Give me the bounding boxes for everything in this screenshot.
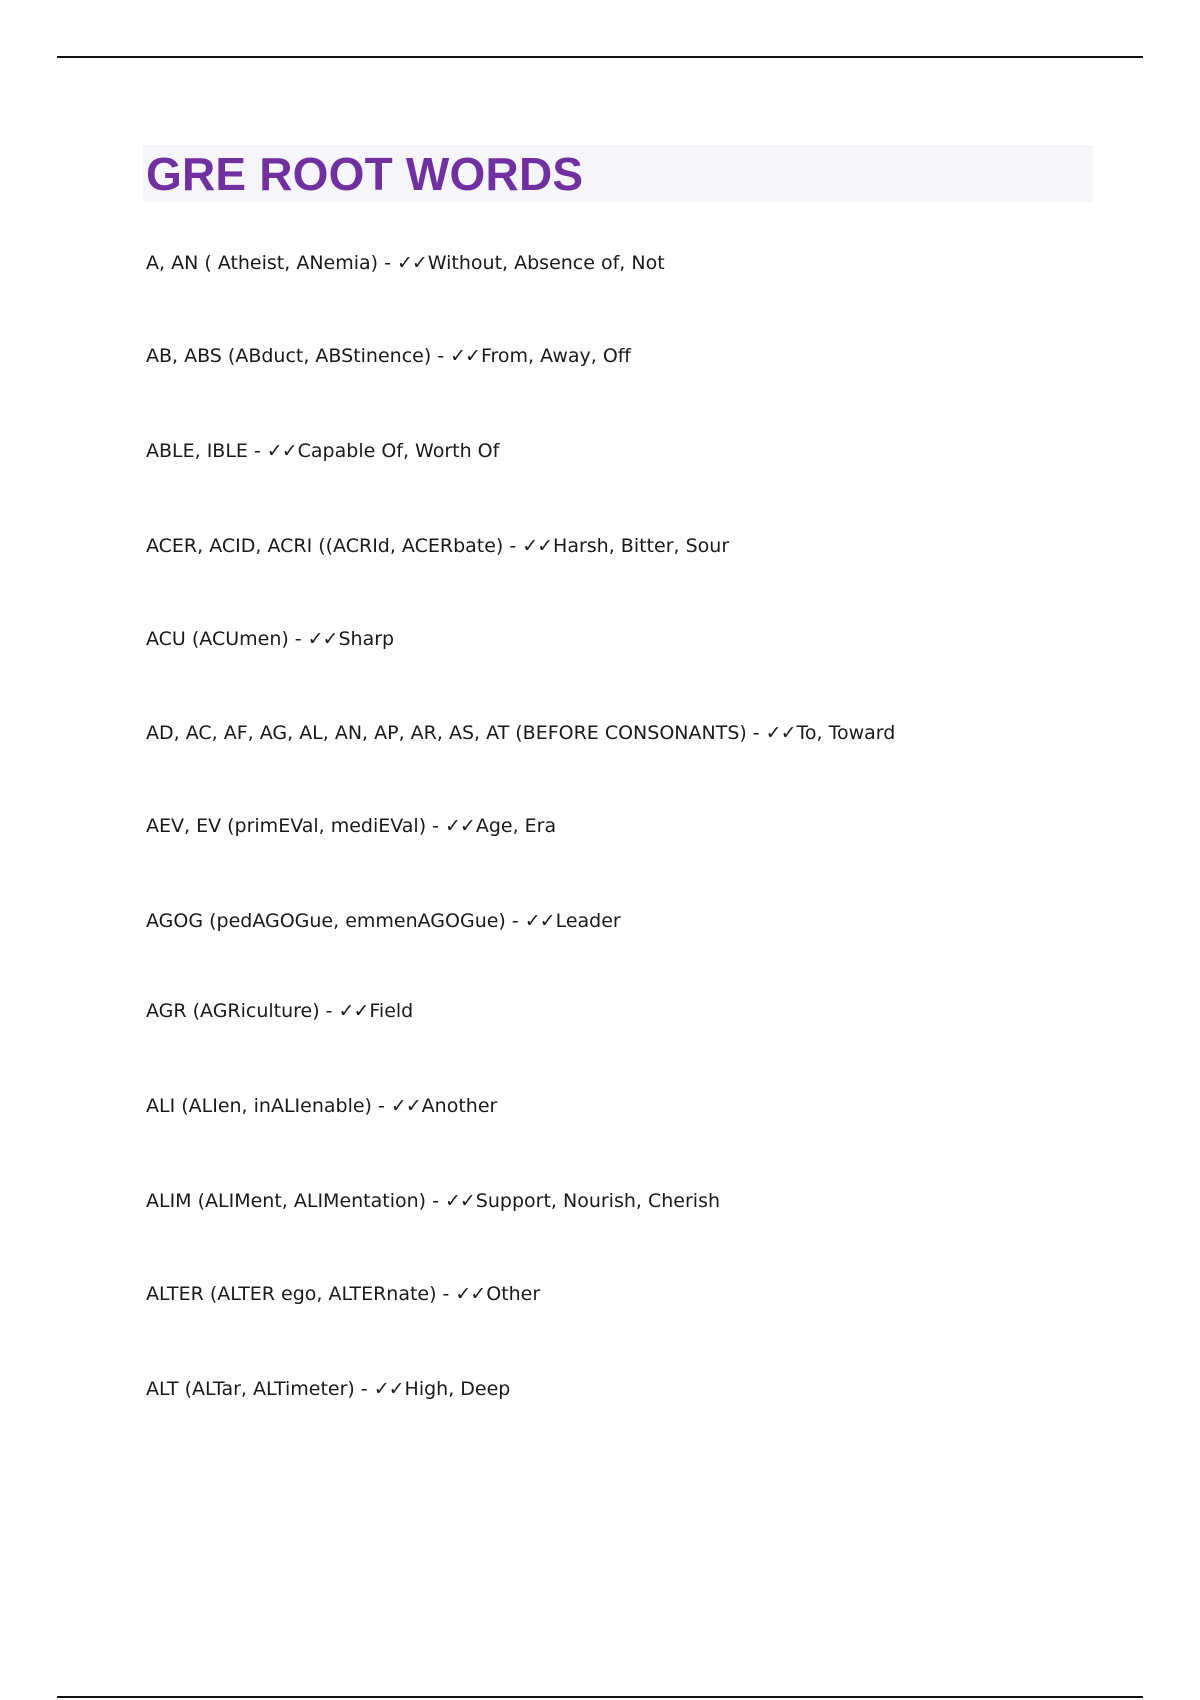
entry-term: ACU (ACUmen) (146, 628, 289, 650)
check-icon: ✓✓ (524, 910, 555, 932)
entry-10 (146, 1188, 720, 1214)
entry-term: AGOG (pedAGOGue, emmenAGOGue) (146, 910, 506, 932)
bottom-rule (57, 1696, 1143, 1698)
entry-definition: From, Away, Off (480, 345, 631, 367)
entry-definition: Without, Absence of, Not (427, 252, 665, 274)
entry-separator: - (294, 628, 302, 650)
entry-term: AB, ABS (ABduct, ABStinence) (146, 345, 432, 367)
check-icon: ✓✓ (455, 1283, 486, 1305)
entry-separator: - (437, 345, 445, 367)
entry-separator: - (377, 1095, 385, 1117)
entry-separator: - (752, 722, 760, 744)
check-icon: ✓✓ (307, 628, 338, 650)
entry-term: ACER, ACID, ACRI ((ACRId, ACERbate) (146, 535, 504, 557)
entry-term: ABLE, IBLE (146, 440, 248, 462)
check-icon: ✓✓ (765, 722, 796, 744)
entry-9 (146, 1093, 497, 1119)
check-icon: ✓✓ (522, 535, 553, 557)
check-icon: ✓✓ (373, 1378, 404, 1400)
entry-separator: - (432, 815, 439, 837)
entry-definition: Other (486, 1283, 541, 1305)
entry-separator: - (432, 1190, 439, 1212)
entry-term: ALIM (ALIMent, ALIMentation) (146, 1190, 427, 1212)
entry-definition: Harsh, Bitter, Sour (553, 535, 730, 557)
check-icon: ✓✓ (450, 345, 480, 367)
entry-definition: To, Toward (796, 722, 896, 744)
entry-definition: Leader (555, 910, 621, 932)
entry-separator: - (442, 1283, 450, 1305)
entry-definition: Field (369, 1000, 414, 1022)
check-icon: ✓✓ (266, 440, 297, 462)
entry-definition: High, Deep (404, 1378, 511, 1400)
check-icon: ✓✓ (444, 815, 475, 837)
entry-separator: - (253, 440, 261, 462)
top-rule (57, 56, 1143, 58)
entry-11 (146, 1281, 540, 1307)
entry-definition: Age, Era (475, 815, 557, 837)
entry-term: ALTER (ALTER ego, ALTERnate) (146, 1283, 437, 1305)
entry-2 (146, 438, 499, 464)
entry-8 (146, 998, 413, 1024)
entry-1 (146, 343, 631, 369)
document-title: GRE ROOT WORDS (146, 148, 584, 200)
entry-separator: - (360, 1378, 368, 1400)
entry-separator: - (511, 910, 519, 932)
entry-5 (146, 720, 895, 746)
check-icon: ✓✓ (338, 1000, 369, 1022)
check-icon: ✓✓ (444, 1190, 475, 1212)
entry-term: A, AN ( Atheist, ANemia) (146, 252, 379, 274)
entry-3 (146, 533, 729, 559)
entry-definition: Sharp (338, 628, 395, 650)
entry-definition: Another (421, 1095, 498, 1117)
entry-4 (146, 626, 394, 652)
entry-separator: - (509, 535, 517, 557)
entry-12 (146, 1376, 510, 1402)
entry-separator: - (384, 252, 391, 274)
entry-6 (146, 813, 556, 839)
entry-0 (146, 250, 665, 276)
check-icon: ✓✓ (396, 252, 427, 274)
check-icon: ✓✓ (390, 1095, 421, 1117)
entry-term: ALI (ALIen, inALIenable) (146, 1095, 372, 1117)
entry-definition: Capable Of, Worth Of (297, 440, 500, 462)
entry-term: AGR (AGRiculture) (146, 1000, 320, 1022)
entry-term: AEV, EV (primEVal, mediEVal) (146, 815, 427, 837)
entry-definition: Support, Nourish, Cherish (475, 1190, 721, 1212)
entry-separator: - (325, 1000, 333, 1022)
entry-term: ALT (ALTar, ALTimeter) (146, 1378, 355, 1400)
entry-7 (146, 908, 621, 934)
entry-term: AD, AC, AF, AG, AL, AN, AP, AR, AS, AT (BEFORE CONSONANTS) (146, 722, 747, 744)
